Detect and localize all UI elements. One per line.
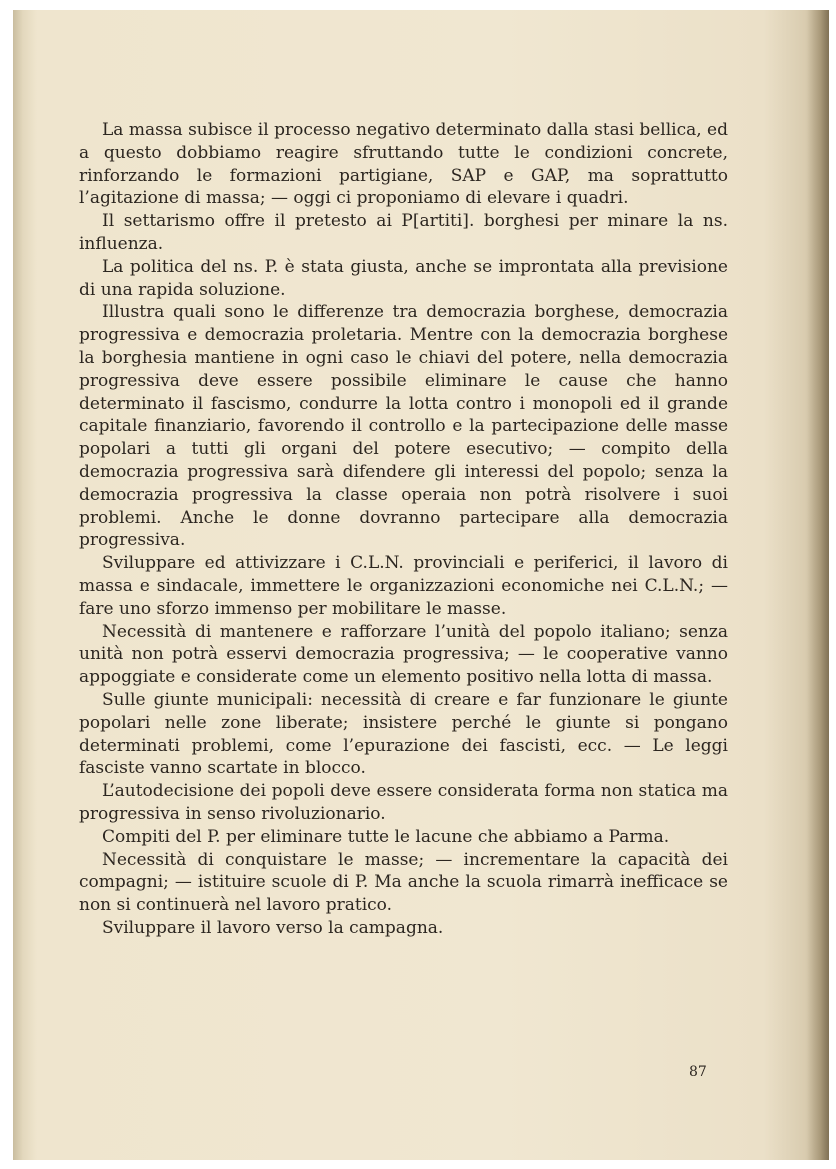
book-spine-shadow xyxy=(807,10,829,1160)
body-text xyxy=(79,119,728,940)
paragraph: L’autodecisione dei popoli deve essere considerata forma non statica ma progressiva in senso rivoluzionario. xyxy=(79,781,728,824)
paragraph: Illustra quali sono le differenze tra democrazia borghese, democrazia progressiva e democrazia proletaria. Mentre con la democrazia borghese la borghesia mantiene in ogni caso le chiavi del potere, nella democrazia progressiva deve essere possibile eliminare le cause che hanno determinato il fascismo, condurre la lotta contro i monopoli ed il grande capitale finanziario, favorendo il controllo e la partecipazione delle masse popolari a tutti gli organi del potere esecutivo; — compito della democrazia progressiva sarà difendere gli interessi del popolo; senza la democrazia progressiva la classe operaia non potrà risolvere i suoi problemi. Anche le donne dovranno partecipare alla democrazia progressiva. xyxy=(79,302,728,551)
paragraph: Compiti del P. per eliminare tutte le lacune che abbiamo a Parma. xyxy=(102,826,670,847)
paragraph: Sviluppare il lavoro verso la campagna. xyxy=(102,917,444,938)
paragraph: La politica del ns. P. è stata giusta, anche se improntata alla previsione di una rapida soluzione. xyxy=(79,256,728,300)
paragraph: Sulle giunte municipali: necessità di creare e far funzionare le giunte popolari nelle zone liberate; insistere perché le giunte si pongano determinati problemi, come l’epurazione dei fascisti, ecc. — Le leggi fasciste vanno scartate in blocco. xyxy=(79,689,728,779)
paragraph: La massa subisce il processo negativo determinato dalla stasi bellica, ed a questo dobbiamo reagire sfruttando tutte le condizioni concrete, rinforzando le formazioni partigiane, SAP e GAP, ma soprattutto l’agitazione di massa; — oggi ci proponiamo di elevare i quadri. xyxy=(79,120,728,209)
page-number: 87 xyxy=(689,1064,707,1080)
book-page xyxy=(13,10,829,1160)
paragraph: Sviluppare ed attivizzare i C.L.N. provinciali e periferici, il lavoro di massa e sindacale, immettere le organizzazioni economiche nei C.L.N.; — fare uno sforzo immenso per mobilitare le masse. xyxy=(79,553,728,619)
paragraph: Necessità di conquistare le masse; — incrementare la capacità dei compagni; — istituire scuole di P. Ma anche la scuola rimarrà inefficace se non si continuerà nel lavoro pratico. xyxy=(79,849,728,916)
paragraph: Il settarismo offre il pretesto ai P[artiti]. borghesi per minare la ns. influenza. xyxy=(79,211,728,254)
paragraph: Necessità di mantenere e rafforzare l’unità del popolo italiano; senza unità non potrà esservi democrazia progressiva; — le cooperative vanno appoggiate e considerate come un elemento positivo nella lotta di massa. xyxy=(79,621,728,688)
